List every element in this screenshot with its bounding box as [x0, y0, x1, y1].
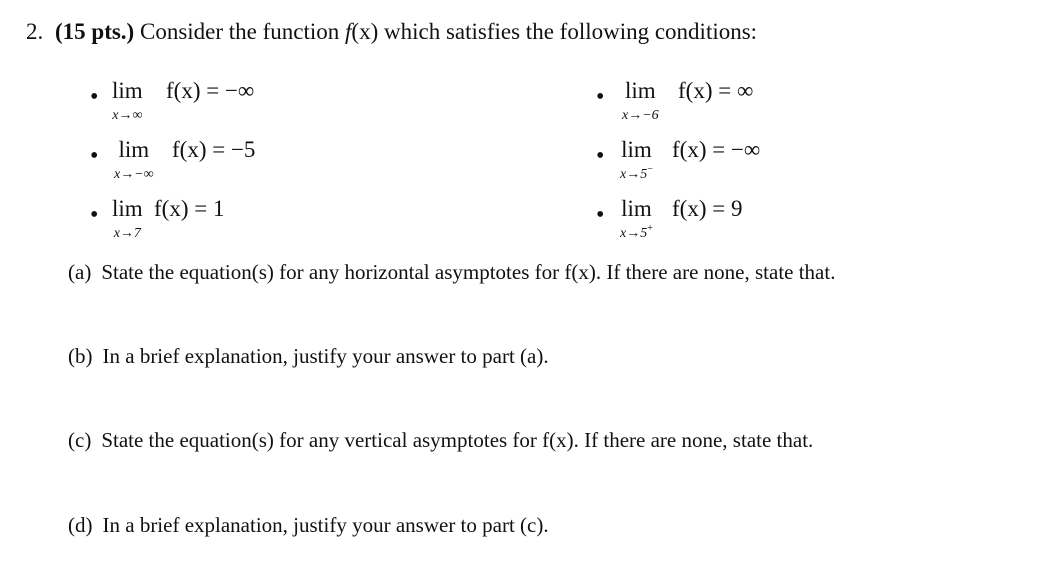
- part-a: [68, 258, 835, 286]
- limit-subscript: x→−6: [622, 108, 659, 123]
- limit-operator: [622, 79, 659, 123]
- function-notation: f(x): [345, 19, 379, 44]
- problem-intro-tail: which satisfies the following conditions:: [384, 19, 758, 44]
- limit-expression: f(x) = −5: [172, 137, 256, 162]
- lim-word: lim: [112, 196, 143, 221]
- part-d: [68, 511, 549, 539]
- part-text: In a brief explanation, justify your answer to part (a).: [102, 344, 549, 368]
- lim-word: lim: [118, 137, 150, 162]
- limit-expression: f(x) = 9: [672, 196, 743, 221]
- bullet: •: [596, 143, 605, 169]
- part-text: State the equation(s) for any vertical asymptotes for f(x). If there are none, state that.: [101, 428, 814, 452]
- problem-header: [26, 16, 757, 48]
- limit-operator: [114, 138, 154, 182]
- problem-intro: Consider the function: [139, 19, 340, 44]
- bullet: •: [596, 202, 605, 228]
- bullet: •: [90, 202, 99, 228]
- bullet: •: [90, 143, 99, 169]
- part-text: In a brief explanation, justify your answer to part (c).: [102, 513, 549, 537]
- problem-points: (15 pts.): [55, 19, 135, 44]
- part-label: (b): [68, 344, 93, 368]
- limit-subscript: x→5+: [620, 223, 653, 241]
- limit-expression: f(x) = −∞: [672, 137, 761, 162]
- limit-expression: f(x) = ∞: [678, 78, 754, 103]
- limit-operator: [620, 197, 653, 241]
- limit-subscript: x→5−: [620, 164, 653, 182]
- lim-word: lim: [621, 196, 652, 221]
- part-text: State the equation(s) for any horizontal asymptotes for f(x). If there are none, state that.: [101, 260, 836, 284]
- bullet: •: [90, 84, 99, 110]
- part-label: (c): [68, 428, 92, 452]
- limit-subscript: x→7: [113, 226, 141, 241]
- limit-operator: [620, 138, 653, 182]
- part-b: [68, 342, 549, 370]
- lim-word: lim: [112, 78, 143, 103]
- part-label: (a): [68, 260, 92, 284]
- bullet: •: [596, 84, 605, 110]
- lim-word: lim: [621, 137, 652, 162]
- limit-subscript: x→−∞: [114, 167, 154, 182]
- limit-operator: [112, 197, 143, 241]
- limit-operator: [112, 79, 143, 123]
- part-label: (d): [68, 513, 93, 537]
- limit-expression: f(x) = 1: [154, 196, 225, 221]
- limit-expression: f(x) = −∞: [166, 78, 255, 103]
- lim-word: lim: [625, 78, 656, 103]
- limit-subscript: x→∞: [112, 108, 143, 123]
- part-c: [68, 426, 813, 454]
- problem-number: 2.: [26, 19, 44, 44]
